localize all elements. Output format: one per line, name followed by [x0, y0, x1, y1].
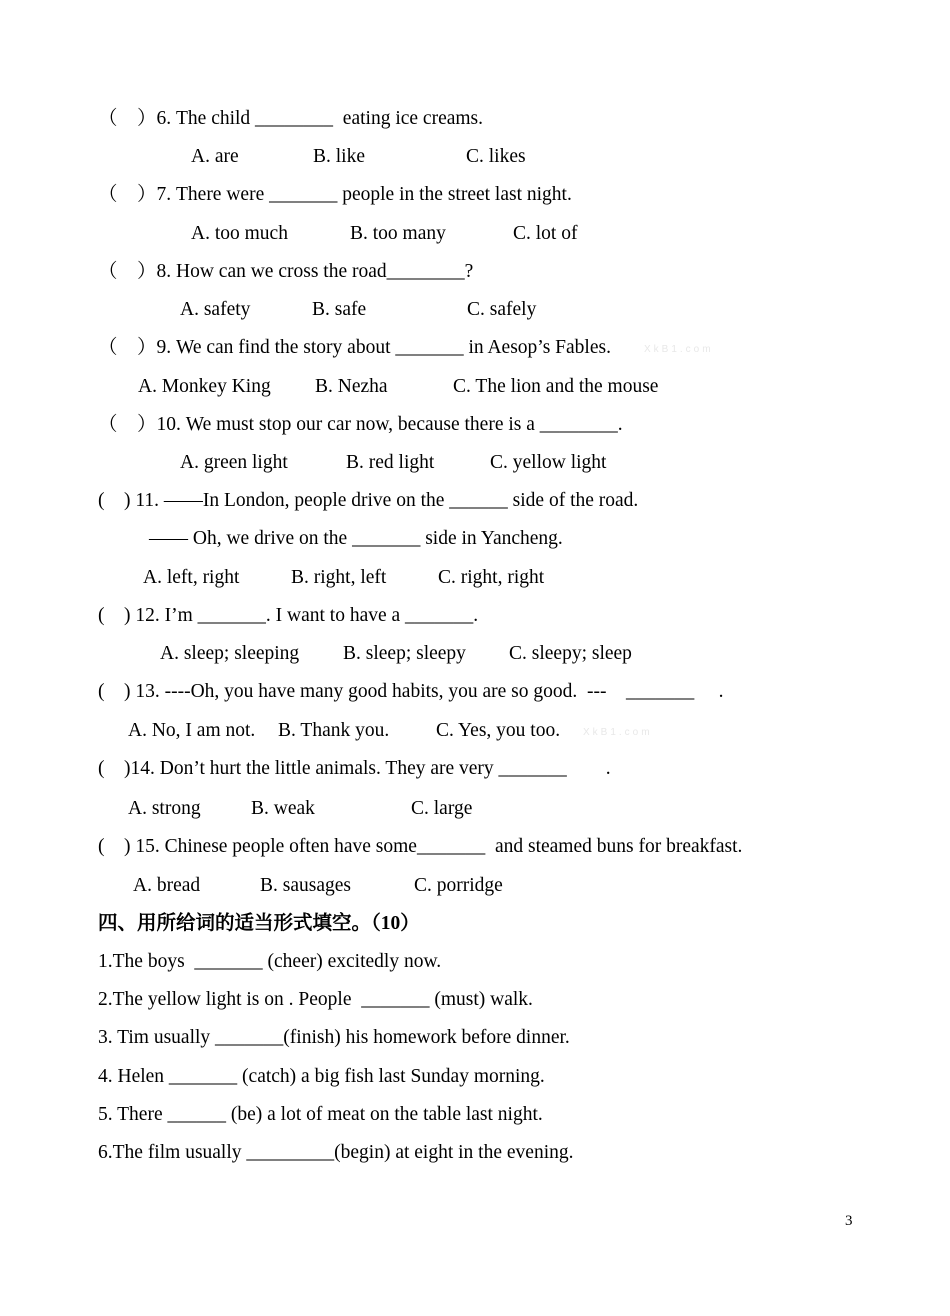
- question-7-option-a: A. too much: [191, 223, 288, 244]
- question-12-option-a: A. sleep; sleeping: [160, 643, 300, 664]
- question-10-option-c: C. yellow light: [490, 452, 607, 473]
- question-7-stem: （ ）7. There were _______ people in the street last night.: [98, 184, 572, 205]
- question-7-option-b: B. too many: [350, 223, 446, 244]
- fill-item-2: 2.The yellow light is on . People _______ (must) walk.: [98, 989, 533, 1010]
- question-14-option-b: B. weak: [251, 798, 315, 819]
- question-14-stem: ( )14. Don’t hurt the little animals. They are very _______ .: [98, 758, 611, 779]
- section-4-title: 四、用所给词的适当形式填空。（10）: [98, 913, 420, 934]
- question-14-option-c: C. large: [411, 798, 473, 819]
- question-9-option-c: C. The lion and the mouse: [453, 376, 659, 397]
- question-15-stem: ( ) 15. Chinese people often have some_______ and steamed buns for breakfast.: [98, 836, 743, 857]
- question-14-option-a: A. strong: [128, 798, 201, 819]
- question-15-option-a: A. bread: [133, 875, 201, 896]
- question-10-option-a: A. green light: [180, 452, 288, 473]
- question-8-option-b: B. safe: [312, 299, 367, 320]
- question-10-option-b: B. red light: [346, 452, 435, 473]
- watermark: XkB1.com: [644, 344, 714, 355]
- question-9-option-a: A. Monkey King: [138, 376, 271, 397]
- question-13-option-c: C. Yes, you too.: [436, 720, 561, 741]
- question-8-stem: （ ）8. How can we cross the road________?: [98, 261, 474, 282]
- question-7-option-c: C. lot of: [513, 223, 578, 244]
- question-12-option-c: C. sleepy; sleep: [509, 643, 632, 664]
- question-13-stem: ( ) 13. ----Oh, you have many good habits, you are so good. --- _______ .: [98, 681, 724, 702]
- question-9-option-b: B. Nezha: [315, 376, 388, 397]
- question-11-option-a: A. left, right: [143, 567, 240, 588]
- question-11-stem-reply: —— Oh, we drive on the _______ side in Yancheng.: [149, 528, 563, 549]
- fill-item-5: 5. There ______ (be) a lot of meat on the table last night.: [98, 1104, 543, 1125]
- page-number: 3: [845, 1213, 853, 1229]
- fill-item-1: 1.The boys _______ (cheer) excitedly now.: [98, 951, 442, 972]
- question-15-option-b: B. sausages: [260, 875, 351, 896]
- question-13-option-b: B. Thank you.: [278, 720, 390, 741]
- question-11-stem: ( ) 11. ——In London, people drive on the ______ side of the road.: [98, 490, 639, 511]
- question-6-stem: （ ）6. The child ________ eating ice creams.: [98, 108, 484, 129]
- question-8-option-a: A. safety: [180, 299, 251, 320]
- question-6-option-a: A. are: [191, 146, 239, 167]
- question-13-option-a: A. No, I am not.: [128, 720, 256, 741]
- question-8-option-c: C. safely: [467, 299, 537, 320]
- question-12-stem: ( ) 12. I’m _______. I want to have a _______.: [98, 605, 479, 626]
- question-10-stem: （ ）10. We must stop our car now, because there is a ________.: [98, 414, 623, 435]
- question-6-option-b: B. like: [313, 146, 365, 167]
- question-9-stem: （ ）9. We can find the story about _______ in Aesop’s Fables.: [98, 337, 611, 358]
- fill-item-4: 4. Helen _______ (catch) a big fish last Sunday morning.: [98, 1066, 545, 1087]
- question-6-option-c: C. likes: [466, 146, 526, 167]
- question-12-option-b: B. sleep; sleepy: [343, 643, 466, 664]
- watermark: XkB1.com: [583, 727, 653, 738]
- fill-item-3: 3. Tim usually _______(finish) his homework before dinner.: [98, 1027, 570, 1048]
- question-11-option-b: B. right, left: [291, 567, 387, 588]
- fill-item-6: 6.The film usually _________(begin) at eight in the evening.: [98, 1142, 574, 1163]
- question-11-option-c: C. right, right: [438, 567, 545, 588]
- question-15-option-c: C. porridge: [414, 875, 503, 896]
